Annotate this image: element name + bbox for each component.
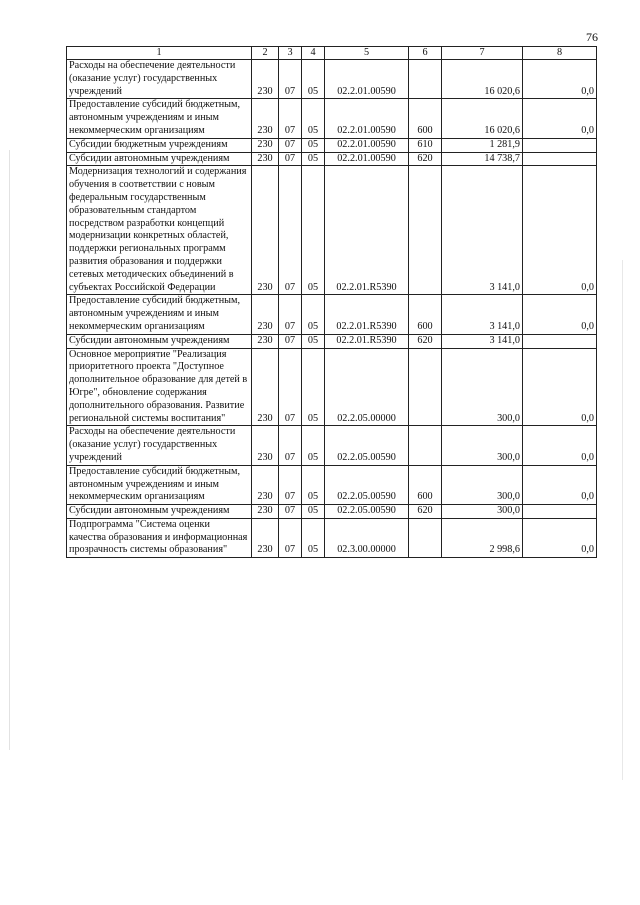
table-row [67,465,597,504]
column-header: 7 [442,47,523,60]
target-article-code: 02.2.05.00590 [325,465,409,504]
amount: 2 998,6 [442,518,523,557]
target-article-code: 02.2.01.00590 [325,99,409,138]
amount-secondary [523,138,597,152]
admin-code: 230 [252,348,279,426]
target-article-code: 02.2.01.R5390 [325,166,409,295]
scan-edge-mark [9,150,10,750]
admin-code: 230 [252,138,279,152]
amount-secondary: 0,0 [523,426,597,465]
amount-secondary: 0,0 [523,348,597,426]
column-header: 1 [67,47,252,60]
admin-code: 230 [252,295,279,334]
amount-secondary [523,334,597,348]
admin-code: 230 [252,60,279,99]
column-header: 8 [523,47,597,60]
expense-type-code [409,60,442,99]
expense-type-code: 620 [409,334,442,348]
budget-table [66,46,597,558]
amount-secondary: 0,0 [523,166,597,295]
admin-code: 230 [252,166,279,295]
target-article-code: 02.2.05.00590 [325,426,409,465]
target-article-code: 02.2.01.00590 [325,138,409,152]
subsection-code: 05 [302,295,325,334]
target-article-code: 02.3.00.00000 [325,518,409,557]
table-row [67,334,597,348]
amount: 16 020,6 [442,99,523,138]
page-number: 76 [586,30,598,44]
section-code: 07 [279,60,302,99]
admin-code: 230 [252,334,279,348]
expense-type-code: 620 [409,505,442,519]
section-code: 07 [279,426,302,465]
section-code: 07 [279,138,302,152]
amount: 300,0 [442,348,523,426]
table-row [67,505,597,519]
amount: 14 738,7 [442,152,523,166]
expense-name: Подпрограмма "Система оценки качества образования и информационная прозрачность системы образования" [67,518,252,557]
section-code: 07 [279,348,302,426]
expense-type-code [409,426,442,465]
amount: 300,0 [442,426,523,465]
expense-type-code [409,518,442,557]
expense-type-code [409,348,442,426]
amount: 1 281,9 [442,138,523,152]
amount-secondary [523,505,597,519]
admin-code: 230 [252,152,279,166]
table-row [67,295,597,334]
target-article-code: 02.2.01.00590 [325,152,409,166]
section-code: 07 [279,518,302,557]
expense-name: Субсидии автономным учреждениям [67,334,252,348]
expense-name: Предоставление субсидий бюджетным, автономным учреждениям и иным некоммерческим организациям [67,99,252,138]
admin-code: 230 [252,505,279,519]
subsection-code: 05 [302,138,325,152]
subsection-code: 05 [302,99,325,138]
table-row [67,99,597,138]
admin-code: 230 [252,426,279,465]
column-header: 3 [279,47,302,60]
scan-edge-mark [622,260,623,780]
section-code: 07 [279,465,302,504]
amount: 3 141,0 [442,334,523,348]
expense-name: Предоставление субсидий бюджетным, автономным учреждениям и иным некоммерческим организациям [67,295,252,334]
expense-name: Субсидии автономным учреждениям [67,152,252,166]
column-header: 5 [325,47,409,60]
target-article-code: 02.2.01.R5390 [325,295,409,334]
admin-code: 230 [252,518,279,557]
column-header: 6 [409,47,442,60]
expense-type-code: 620 [409,152,442,166]
subsection-code: 05 [302,152,325,166]
target-article-code: 02.2.01.R5390 [325,334,409,348]
amount: 300,0 [442,505,523,519]
admin-code: 230 [252,99,279,138]
column-number-row [67,47,597,60]
subsection-code: 05 [302,334,325,348]
amount: 3 141,0 [442,295,523,334]
section-code: 07 [279,99,302,138]
amount-secondary: 0,0 [523,465,597,504]
amount: 16 020,6 [442,60,523,99]
expense-name: Предоставление субсидий бюджетным, автономным учреждениям и иным некоммерческим организациям [67,465,252,504]
section-code: 07 [279,152,302,166]
amount-secondary [523,152,597,166]
expense-type-code: 600 [409,295,442,334]
table-row [67,426,597,465]
target-article-code: 02.2.05.00590 [325,505,409,519]
amount: 3 141,0 [442,166,523,295]
table-row [67,60,597,99]
section-code: 07 [279,295,302,334]
amount-secondary: 0,0 [523,295,597,334]
target-article-code: 02.2.05.00000 [325,348,409,426]
column-header: 4 [302,47,325,60]
expense-type-code [409,166,442,295]
amount-secondary: 0,0 [523,99,597,138]
section-code: 07 [279,334,302,348]
subsection-code: 05 [302,60,325,99]
table-row [67,166,597,295]
subsection-code: 05 [302,505,325,519]
target-article-code: 02.2.01.00590 [325,60,409,99]
expense-name: Основное мероприятие "Реализация приоритетного проекта "Доступное дополнительное образование для детей в Югре", обновление содержания дополнительного образования. Развитие региональной системы воспитания" [67,348,252,426]
expense-name: Модернизация технологий и содержания обучения в соответствии с новым федеральным государственным образовательным стандартом посредством разработки концепций модернизации конкретных областей, поддержки региональных программ развития образования и поддержки сетевых методических объединений в субъектах Российской Федерации [67,166,252,295]
expense-name: Субсидии бюджетным учреждениям [67,138,252,152]
table-row [67,518,597,557]
column-header: 2 [252,47,279,60]
expense-type-code: 610 [409,138,442,152]
expense-name: Расходы на обеспечение деятельности (оказание услуг) государственных учреждений [67,426,252,465]
table-row [67,152,597,166]
section-code: 07 [279,505,302,519]
subsection-code: 05 [302,465,325,504]
subsection-code: 05 [302,166,325,295]
expense-name: Субсидии автономным учреждениям [67,505,252,519]
amount: 300,0 [442,465,523,504]
subsection-code: 05 [302,426,325,465]
admin-code: 230 [252,465,279,504]
subsection-code: 05 [302,348,325,426]
table-row [67,138,597,152]
section-code: 07 [279,166,302,295]
subsection-code: 05 [302,518,325,557]
expense-name: Расходы на обеспечение деятельности (оказание услуг) государственных учреждений [67,60,252,99]
amount-secondary: 0,0 [523,60,597,99]
expense-type-code: 600 [409,99,442,138]
amount-secondary: 0,0 [523,518,597,557]
expense-type-code: 600 [409,465,442,504]
table-row [67,348,597,426]
